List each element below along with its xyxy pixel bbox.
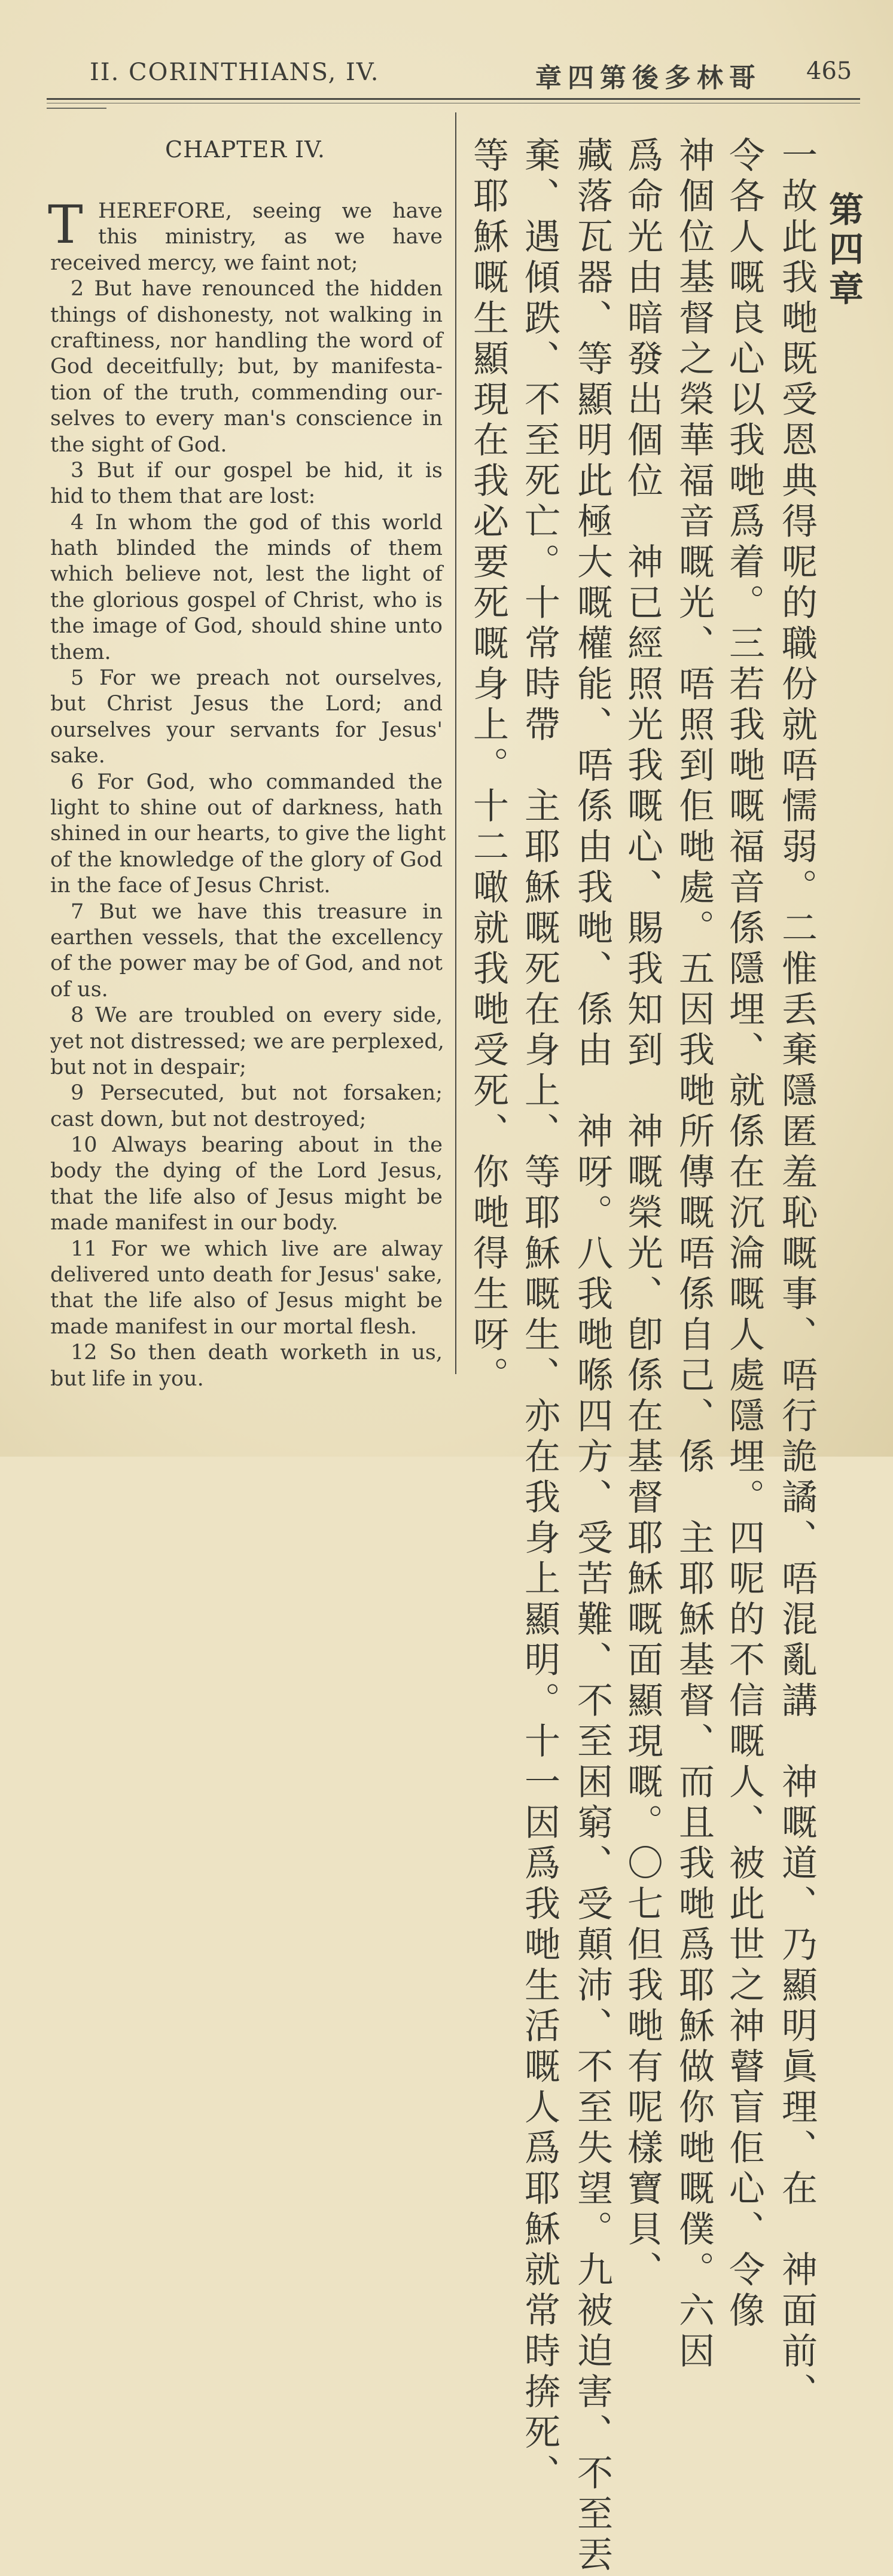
verse-line: 9 Persecuted, but not forsaken; (71, 1081, 443, 1106)
page-number: 465 (806, 57, 852, 85)
chinese-text-line: 棄、遇傾跌、不至死亡。十常時帶 主耶穌嘅死在身上、等耶穌嘅生、亦在我身上顯明。十一因爲我哋生活嘅人爲耶穌就常時捹死、 (519, 136, 560, 2495)
verse-line: God deceitfully; but, by manifesta- (50, 355, 443, 379)
verse-line: 4 In whom the god of this world (71, 510, 443, 535)
verse-line: hath blinded the minds of them (50, 536, 443, 561)
verse-line: the image of God, should shine unto (50, 614, 443, 639)
column-divider (455, 112, 456, 1374)
running-header-chinese: 哥林多後第四章 (535, 63, 761, 93)
verse-line: the sight of God. (50, 432, 227, 457)
verse-line: but life in you. (50, 1366, 204, 1391)
verse-line: light to shine out of darkness, hath (50, 795, 443, 820)
verse-line: 5 For we preach not ourselves, (71, 666, 443, 691)
verse-line: tion of the truth, commending our- (50, 380, 443, 405)
verse-line: body the dying of the Lord Jesus, (50, 1159, 443, 1183)
chinese-text-line: 一故此我哋既受恩典得呢的職份就唔懦弱。二惟丢棄隱匿羞恥嘅事、唔行詭譎、唔混亂講 神嘅道、乃顯明眞理、在 神面前、 (776, 136, 818, 2413)
verse-line: received mercy, we faint not; (50, 251, 358, 275)
verse-line: made manifest in our mortal flesh. (50, 1314, 417, 1339)
verse-line: 7 But we have this treasure in (71, 899, 443, 924)
verse-line: in the face of Jesus Christ. (50, 874, 331, 898)
verse-line: cast down, but not destroyed; (50, 1107, 367, 1131)
chinese-text-line: 等耶穌嘅生顯現在我必要死嘅身上。十二噉就我哋受死、你哋得生呀。 (467, 136, 509, 1397)
verse-line: 12 So then death worketh in us, (71, 1341, 443, 1365)
verse-line: 10 Always bearing about in the (71, 1133, 443, 1158)
verse-line: the glorious gospel of Christ, who is (50, 588, 443, 612)
verse-line: 8 We are troubled on every side, (71, 1003, 443, 1028)
chinese-text-line: 令各人嘅良心以我哋爲着。三若我哋嘅福音係隱埋、就係在沉淪嘅人處隱埋。四呢的不信嘅人、被此世之神瞽盲佢心、令像 (723, 136, 765, 2332)
verse-line: which believe not, lest the light of (50, 562, 443, 587)
running-header-english: II. CORINTHIANS, IV. (90, 59, 380, 86)
verse-line: things of dishonesty, not walking in (50, 303, 443, 327)
verse-line: that the life also of Jesus might be (50, 1185, 443, 1209)
verse-line: hid to them that are lost: (50, 484, 316, 509)
verse-line: 11 For we which live are alway (71, 1237, 443, 1261)
chinese-text-line: 藏落瓦器、等顯明此極大嘅權能、唔係由我哋、係由 神呀。八我哋喺四方、受苦難、不至困窮、受顛沛、不至失望。九被迫害、不至丟 (571, 136, 613, 2576)
verse-line: but Christ Jesus the Lord; and (50, 692, 443, 716)
chinese-text-line: 爲命光由暗發出個位 神已經照光我嘅心、賜我知到 神嘅榮光、卽係在基督耶穌嘅面顯現嘅。〇七但我哋有呢樣寶貝、 (621, 136, 663, 2291)
verse-line: selves to every man's conscience in (50, 407, 443, 431)
verse-line: HEREFORE, seeing we have (98, 199, 443, 223)
chinese-text-line: 神個位基督之榮華福音嘅光、唔照到佢哋處。五因我哋所傳嘅唔係自己、係 主耶穌基督、而且我哋爲耶穌做你哋嘅僕。六因 (673, 136, 715, 2373)
verse-line: ourselves your servants for Jesus' (50, 718, 443, 742)
verse-line: made manifest in our body. (50, 1211, 339, 1235)
drop-cap: T (48, 194, 83, 255)
verse-line: this ministry, as we have (98, 225, 443, 249)
verse-line: earthen vessels, that the excellency (50, 925, 443, 950)
verse-line: of the knowledge of the glory of God (50, 847, 443, 872)
verse-line: that the life also of Jesus might be (50, 1289, 443, 1313)
verse-line: delivered unto death for Jesus' sake, (50, 1263, 443, 1287)
verse-line: them. (50, 640, 111, 664)
verse-line: craftiness, nor handling the word of (50, 328, 443, 353)
verse-line: of us. (50, 977, 108, 1002)
verse-line: 6 For God, who commanded the (71, 770, 443, 794)
verse-line: 3 But if our gospel be hid, it is (71, 458, 443, 483)
verse-line: but not in despair; (50, 1055, 246, 1079)
header-rule (47, 98, 860, 100)
column-rule-short (47, 108, 106, 109)
verse-line: of the power may be of God, and not (50, 951, 443, 976)
chapter-heading-english: CHAPTER IV. (165, 136, 325, 163)
verse-line: 2 But have renounced the hidden (71, 277, 443, 301)
verse-line: shined in our hearts, to give the light (50, 822, 446, 846)
verse-line: yet not distressed; we are perplexed, (50, 1029, 444, 1054)
english-text-column (48, 194, 446, 1392)
verse-line: sake. (50, 744, 105, 768)
chapter-heading-chinese: 第四章 (823, 191, 864, 310)
